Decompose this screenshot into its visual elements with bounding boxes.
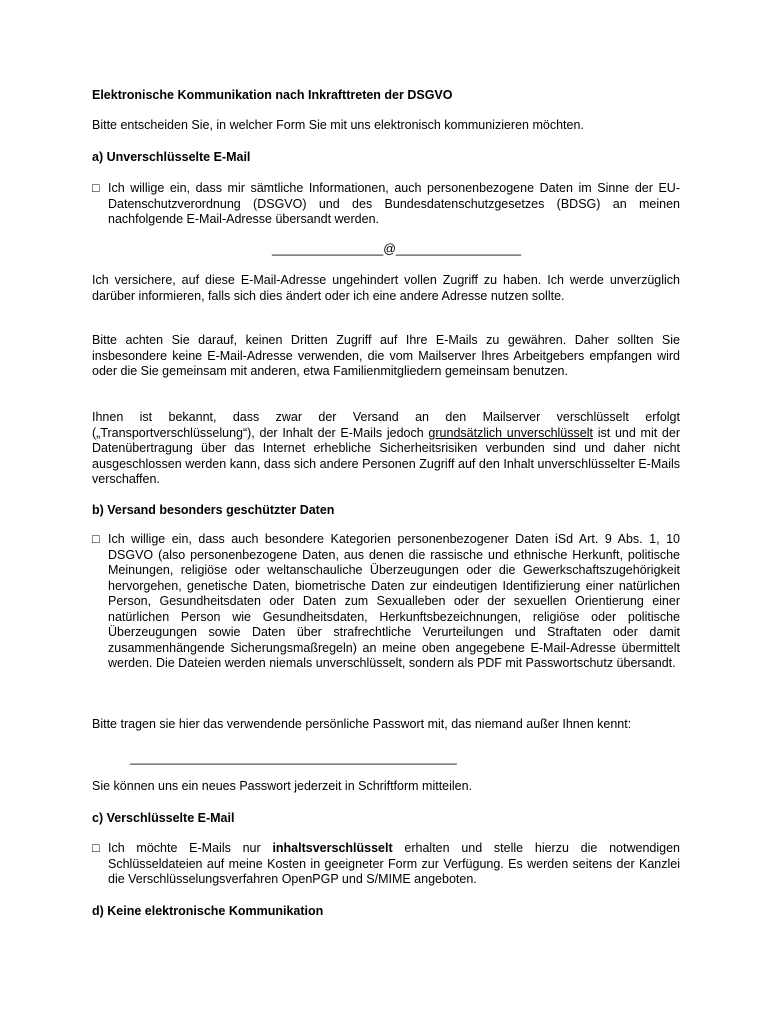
intro-text: Bitte entscheiden Sie, in welcher Form Sie mit uns elektronisch kommunizieren möchten.	[92, 118, 584, 132]
password-change-note: Sie können uns ein neues Passwort jederzeit in Schriftform mitteilen.	[92, 779, 473, 793]
paragraph-3-underlined-text: grundsätzlich unverschlüsselt	[428, 425, 593, 440]
section-a-consent-text: Ich willige ein, dass mir sämtliche Informationen, auch personenbezogene Daten im Sinne der EU-Datenschutzverordnung (DSGVO) und des Bundesdatenschutzgesetzes (BDSG) an meinen nachfolgende E-Mail-Adresse übersandt werden.	[108, 181, 680, 226]
consent-bold-text: inhaltsverschlüsselt	[272, 841, 393, 855]
section-b-heading: b) Versand besonders geschützter Daten	[92, 503, 335, 517]
section-a-heading: a) Unverschlüsselte E-Mail	[92, 150, 251, 164]
email-address-field[interactable]: ________________@__________________	[272, 242, 522, 256]
section-c-heading: c) Verschlüsselte E-Mail	[92, 811, 235, 825]
section-d-heading: d) Keine elektronische Kommunikation	[92, 904, 324, 918]
document-title: Elektronische Kommunikation nach Inkrafttreten der DSGVO	[92, 88, 453, 102]
section-a-paragraph-3	[92, 410, 680, 488]
checkbox-icon[interactable]: □	[92, 841, 100, 855]
section-c-consent-option[interactable]	[92, 841, 680, 888]
password-field[interactable]: _______________________________________________	[130, 751, 457, 765]
paragraph-3-text-before: Ihnen ist bekannt, dass zwar der Versand an den Mailserver verschlüsselt erfolgt („Transportverschlüsselung“), der Inhalt der E-Mails jedoch	[92, 410, 680, 440]
consent-text-after: erhalten und stelle hierzu die notwendigen Schlüsseldateien auf meine Kosten in geeigneter Form zur Verfügung. Es werden seitens der Kanzlei die Verschlüsselungsverfahren OpenPGP und S/MIME angeboten.	[108, 841, 681, 886]
checkbox-icon[interactable]: □	[92, 181, 100, 195]
checkbox-icon[interactable]: □	[92, 532, 100, 546]
section-b-consent-text: Ich willige ein, dass auch besondere Kategorien personenbezogener Daten iSd Art. 9 Abs. 1, 10 DSGVO (also personenbezogene Daten, aus denen die rassische und ethnische Herkunft, politische Meinungen, religiöse oder weltanschauliche Überzeugungen oder die Gewerkschaftszugehörigkeit hervorgehen, genetische Daten, biometrische Daten zur eindeutigen Identifizierung einer natürlichen Person, Gesundheitsdaten oder Daten zum Sexualleben oder der sexuellen Orientierung einer natürlichen Person wie Gesundheitsdaten, Herkunftsbezeichnungen, religiöse oder politische Überzeugungen sowie Daten über strafrechtliche Verurteilungen und Straftaten oder damit zusammenhängende Sicherungsmaßregeln) an meine oben angegebene E-Mail-Adresse übermittelt werden. Die Dateien werden niemals unverschlüsselt, sondern als PDF mit Passwortschutz übersandt.	[108, 532, 680, 670]
consent-text-before: Ich möchte E-Mails nur	[108, 841, 273, 855]
password-prompt: Bitte tragen sie hier das verwendende persönliche Passwort mit, das niemand außer Ihnen kennt:	[92, 717, 632, 731]
section-b-consent-option[interactable]	[92, 532, 680, 672]
paragraph-3-text-after: ist und mit der Datenübertragung über das Internet erhebliche Sicherheitsrisiken verbunden sind und daher nicht ausgeschlossen werden kann, dass sich andere Personen Zugriff auf den Inhalt unverschlüsselter E-Mails verschaffen.	[92, 425, 680, 486]
section-a-paragraph-2: Bitte achten Sie darauf, keinen Dritten Zugriff auf Ihre E-Mails zu gewähren. Daher sollten Sie insbesondere keine E-Mail-Adresse verwenden, die vom Mailserver Ihres Arbeitgebers empfangen wird oder die Sie gemeinsam mit anderen, etwa Familienmitgliedern gemeinsam benutzen.	[92, 333, 680, 378]
section-a-consent-option[interactable]	[92, 181, 680, 228]
section-c-consent-text	[92, 841, 680, 888]
section-a-paragraph-1: Ich versichere, auf diese E-Mail-Adresse ungehindert vollen Zugriff zu haben. Ich werde unverzüglich darüber informieren, falls sich dies ändert oder ich eine andere Adresse nutzen sollte.	[92, 273, 680, 303]
